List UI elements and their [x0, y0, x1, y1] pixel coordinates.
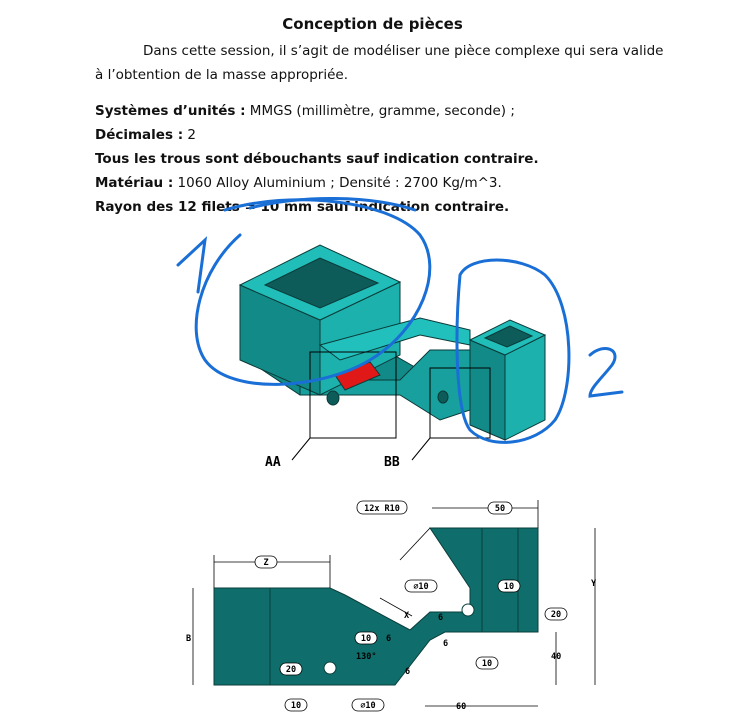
- handwritten-2: [590, 348, 622, 396]
- svg-text:20: 20: [285, 665, 297, 675]
- leader-bb: [412, 438, 430, 460]
- svg-text:12x R10: 12x R10: [364, 504, 400, 514]
- units-value: MMGS (millimètre, gramme, seconde) ;: [245, 103, 515, 119]
- dim-b: B: [186, 634, 192, 644]
- intro-line-2: à l’obtention de la masse appropriée.: [95, 67, 349, 83]
- dim-6-b: 6: [405, 667, 411, 677]
- svg-text:10: 10: [481, 659, 493, 669]
- material-value: 1060 Alloy Aluminium ; Densité : 2700 Kg/m^3.: [173, 175, 502, 191]
- dim-20-right: [545, 608, 567, 620]
- hole-aa: [327, 391, 339, 405]
- decimals-label: Décimales :: [95, 127, 184, 143]
- dim-z: [255, 556, 277, 568]
- dim-10-low: [476, 657, 498, 669]
- dim-6-a: 6: [386, 634, 392, 644]
- hole-top: [462, 604, 474, 616]
- svg-text:10: 10: [503, 582, 515, 592]
- units-label: Systèmes d’unités :: [95, 103, 246, 119]
- dim-fillets: [357, 501, 407, 514]
- intro-line-1: Dans cette session, il s’agit de modéliser une pièce complexe qui sera valide: [143, 43, 664, 59]
- svg-text:50: 50: [494, 504, 506, 514]
- dim-10-bottom: [285, 699, 307, 711]
- fillet-note: Rayon des 12 filets = 10 mm sauf indication contraire.: [95, 199, 510, 215]
- dim-20-left: [280, 663, 302, 675]
- holes-note: Tous les trous sont débouchants sauf indication contraire.: [95, 151, 539, 167]
- svg-text:Z: Z: [263, 558, 269, 568]
- decimals-value: 2: [183, 127, 196, 143]
- leader-aa: [292, 438, 310, 460]
- dim-hole-top: [405, 580, 437, 592]
- dim-10-right: [498, 580, 520, 592]
- dim-hole-bottom: [352, 699, 384, 711]
- page-title: Conception de pièces: [282, 15, 463, 33]
- label-aa: AA: [265, 455, 281, 470]
- hole-bottom: [324, 662, 336, 674]
- dim-6-c: 6: [443, 639, 449, 649]
- dim-60: 60: [456, 702, 467, 712]
- svg-text:⌀10: ⌀10: [413, 582, 429, 592]
- dim-40: 40: [551, 652, 562, 662]
- dim-10-mid: [355, 632, 377, 644]
- material-label: Matériau :: [95, 175, 174, 191]
- svg-text:10: 10: [360, 634, 372, 644]
- svg-text:10: 10: [290, 701, 302, 711]
- dim-50: [488, 502, 512, 514]
- handwritten-1: [178, 240, 205, 292]
- small-box-front: [470, 340, 505, 440]
- dim-6-side: 6: [438, 613, 444, 623]
- label-bb: BB: [384, 455, 400, 470]
- hole-bb: [438, 391, 448, 403]
- svg-text:⌀10: ⌀10: [360, 701, 376, 711]
- svg-text:20: 20: [550, 610, 562, 620]
- dim-x: X: [404, 611, 410, 621]
- dim-y: Y: [591, 579, 597, 589]
- dim-angle: 130°: [356, 652, 377, 662]
